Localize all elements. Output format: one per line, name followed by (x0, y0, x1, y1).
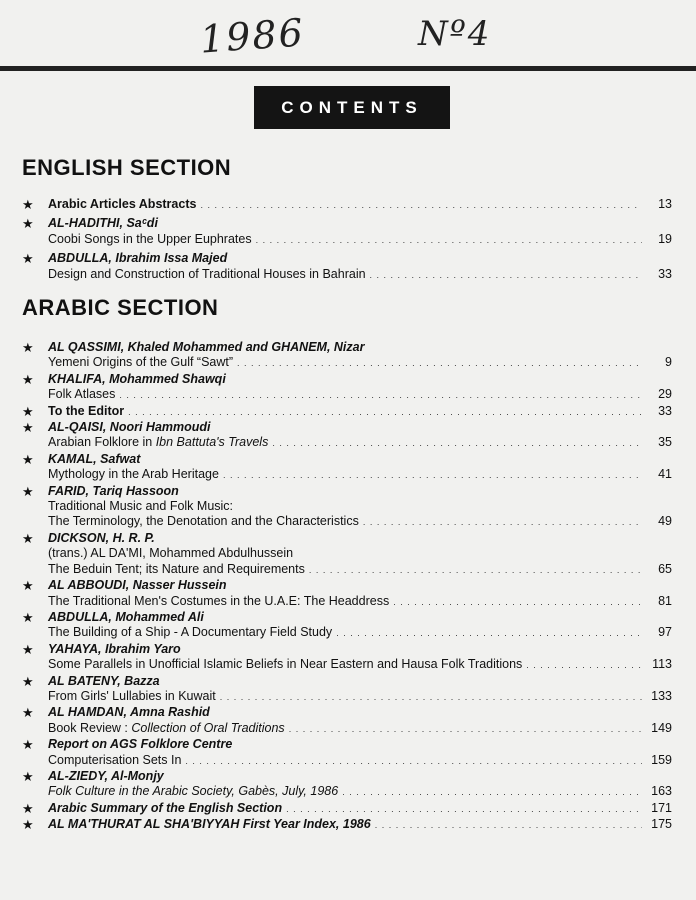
star-icon: ★ (22, 483, 34, 499)
toc-entry (22, 578, 672, 610)
leader-dots (289, 722, 642, 737)
page-number: 35 (658, 435, 672, 450)
entry-title: Yemeni Origins of the Gulf “Sawt” (48, 355, 234, 370)
entry-author: KAMAL, Safwat (48, 451, 141, 466)
entry-title: Computerisation Sets In (48, 752, 182, 767)
contents-heading: CONTENTS (254, 86, 450, 129)
handwritten-issue-number: Nº4 (418, 14, 492, 54)
leader-dots (272, 436, 642, 451)
entry-title: Arabian Folklore in Ibn Battuta's Travels (48, 435, 269, 450)
toc-entry (22, 705, 672, 737)
entry-author: AL BATENY, Bazza (48, 673, 160, 688)
toc-entry (22, 452, 672, 484)
leader-dots (342, 785, 642, 800)
page-number: 133 (651, 688, 672, 703)
leader-dots (256, 233, 642, 248)
top-rule (0, 66, 696, 71)
entry-title: Arabic Articles Abstracts (48, 197, 197, 211)
page-number: 65 (658, 561, 672, 576)
star-icon: ★ (22, 609, 34, 625)
entry-title: Book Review : Collection of Oral Traditions (48, 720, 285, 735)
toc-entry (22, 404, 672, 420)
entry-title: Mythology in the Arab Heritage (48, 467, 219, 482)
page-number: 159 (651, 752, 672, 767)
entry-author: YAHAYA, Ibrahim Yaro (48, 641, 181, 656)
entry-title: The Terminology, the Denotation and the Characteristics (48, 514, 359, 529)
leader-dots (393, 595, 642, 610)
entry-title: The Traditional Men's Costumes in the U.A.E: The Headdress (48, 593, 390, 608)
page-number: 9 (665, 355, 672, 370)
star-icon: ★ (22, 420, 34, 436)
entry-author: AL ABBOUDI, Nasser Hussein (48, 578, 227, 593)
leader-dots (200, 198, 642, 213)
page-number: 33 (658, 266, 672, 281)
page-number: 33 (658, 403, 672, 418)
page-number: 175 (651, 817, 672, 832)
toc-entry (22, 674, 672, 706)
star-icon: ★ (22, 451, 34, 467)
entry-translator: (trans.) AL DA'MI, Mohammed Abdulhussein (48, 546, 294, 561)
leader-dots (309, 563, 642, 578)
toc-entry (22, 801, 672, 817)
page-number: 113 (652, 657, 672, 672)
toc-entry (22, 420, 672, 452)
entry-title: The Building of a Ship - A Documentary Field Study (48, 625, 333, 640)
entry-title: To the Editor (48, 403, 125, 418)
toc-entry (22, 817, 672, 833)
star-icon: ★ (22, 340, 34, 355)
leader-dots (336, 626, 642, 641)
toc-entry (22, 340, 672, 372)
leader-dots (370, 268, 642, 283)
entry-author: AL-HADITHI, Saᶜdi (48, 216, 158, 231)
leader-dots (363, 515, 642, 530)
entry-title: The Beduin Tent; its Nature and Requirements (48, 561, 305, 576)
handwritten-year: 1986 (198, 10, 307, 62)
leader-dots (220, 690, 642, 705)
entry-author: ABDULLA, Mohammed Ali (48, 609, 204, 624)
entry-title: Arabic Summary of the English Section (48, 800, 283, 815)
english-entries (22, 197, 672, 286)
page-number: 97 (658, 625, 672, 640)
toc-entry (22, 197, 672, 213)
entry-author: AL-QAISI, Noori Hammoudi (48, 420, 211, 435)
entry-subtitle: Traditional Music and Folk Music: (48, 499, 234, 514)
entry-author: AL HAMDAN, Amna Rashid (48, 705, 210, 720)
entry-author: FARID, Tariq Hassoon (48, 483, 179, 498)
star-icon: ★ (22, 705, 34, 721)
entry-title: AL MA'THURAT AL SHA'BIYYAH First Year Index, 1986 (48, 817, 371, 832)
leader-dots (128, 405, 642, 420)
leader-dots (526, 658, 642, 673)
page-number: 19 (658, 231, 672, 246)
entry-title: Folk Culture in the Arabic Society, Gabès, July, 1986 (48, 784, 339, 799)
star-icon: ★ (22, 800, 34, 816)
page-number: 149 (651, 720, 672, 735)
entry-author: AL-ZIEDY, Al-Monjy (48, 768, 164, 783)
entry-author: AL QASSIMI, Khaled Mohammed and GHANEM, Nizar (48, 340, 365, 354)
star-icon: ★ (22, 197, 34, 212)
english-section-title: ENGLISH SECTION (22, 155, 232, 180)
entry-author: Report on AGS Folklore Centre (48, 737, 233, 752)
star-icon: ★ (22, 530, 34, 546)
star-icon: ★ (22, 403, 34, 419)
leader-dots (185, 754, 642, 769)
toc-entry (22, 737, 672, 769)
page-number: 81 (658, 593, 672, 608)
star-icon: ★ (22, 641, 34, 657)
star-icon: ★ (22, 578, 34, 594)
toc-entry (22, 531, 672, 578)
toc-entry (22, 372, 672, 404)
toc-entry (22, 642, 672, 674)
page-number: 13 (658, 197, 672, 211)
toc-entry (22, 216, 672, 248)
entry-title: Some Parallels in Unofficial Islamic Beliefs in Near Eastern and Hausa Folk Traditions (48, 657, 523, 672)
entry-title: From Girls' Lullabies in Kuwait (48, 688, 216, 703)
entry-title: Coobi Songs in the Upper Euphrates (48, 231, 252, 246)
leader-dots (237, 356, 642, 371)
page-number: 41 (658, 467, 672, 482)
page-number: 29 (658, 387, 672, 402)
leader-dots (119, 388, 642, 403)
star-icon: ★ (22, 737, 34, 753)
page-number: 49 (658, 514, 672, 529)
page-number: 171 (651, 800, 672, 815)
toc-entry (22, 610, 672, 642)
entry-author: KHALIFA, Mohammed Shawqi (48, 371, 226, 386)
arabic-section-title: ARABIC SECTION (22, 295, 219, 320)
leader-dots (286, 802, 642, 817)
star-icon: ★ (22, 251, 34, 267)
entry-author: ABDULLA, Ibrahim Issa Majed (48, 251, 228, 266)
toc-entry (22, 484, 672, 531)
entry-title: Design and Construction of Traditional Houses in Bahrain (48, 266, 366, 281)
page-number: 163 (651, 784, 672, 799)
star-icon: ★ (22, 817, 34, 833)
star-icon: ★ (22, 216, 34, 232)
leader-dots (223, 468, 642, 483)
toc-entry (22, 769, 672, 801)
toc-entry (22, 251, 672, 283)
entry-title: Folk Atlases (48, 387, 116, 402)
entry-author: DICKSON, H. R. P. (48, 530, 155, 545)
arabic-entries (22, 340, 672, 834)
leader-dots (375, 818, 642, 833)
star-icon: ★ (22, 673, 34, 689)
star-icon: ★ (22, 371, 34, 387)
star-icon: ★ (22, 768, 34, 784)
